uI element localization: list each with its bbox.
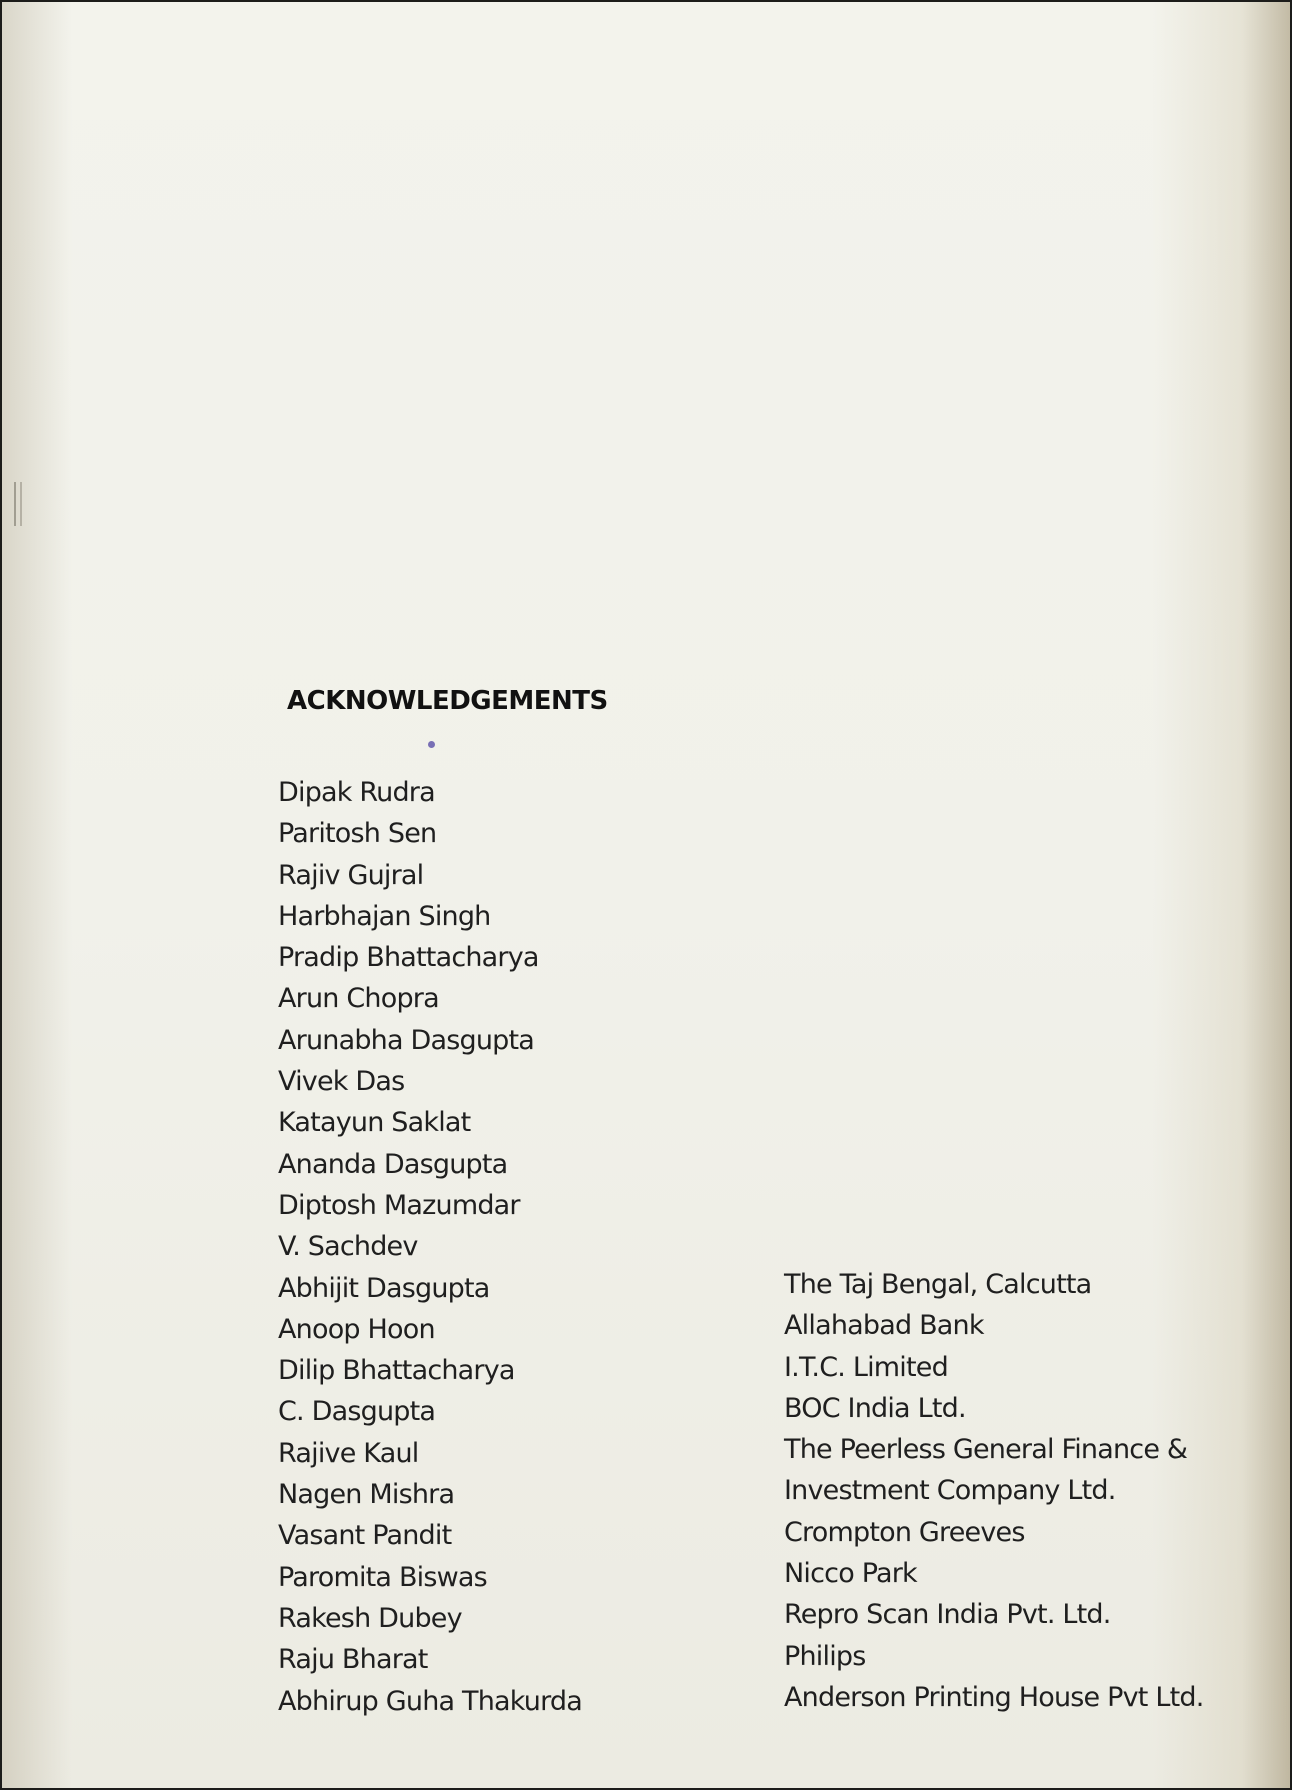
name-item: Rajive Kaul — [278, 1437, 419, 1469]
name-item: Harbhajan Singh — [278, 900, 491, 932]
name-item: Katayun Saklat — [278, 1107, 471, 1139]
name-item: Arunabha Dasgupta — [278, 1024, 535, 1056]
organization-item: Philips — [784, 1640, 866, 1672]
ink-dot — [428, 741, 435, 748]
organization-item: BOC India Ltd. — [784, 1392, 966, 1424]
organization-item: I.T.C. Limited — [784, 1351, 948, 1383]
organization-item: Investment Company Ltd. — [784, 1475, 1116, 1507]
name-item: Pradip Bhattacharya — [278, 942, 539, 974]
name-item: Rajiv Gujral — [278, 859, 424, 891]
name-item: Raju Bharat — [278, 1644, 428, 1676]
name-item: Nagen Mishra — [278, 1479, 455, 1511]
organization-item: The Peerless General Finance & — [784, 1434, 1188, 1466]
name-item: Vasant Pandit — [278, 1520, 452, 1552]
name-item: Abhirup Guha Thakurda — [278, 1685, 583, 1717]
binding-mark — [14, 482, 22, 526]
name-item: Diptosh Mazumdar — [278, 1189, 520, 1221]
organization-item: The Taj Bengal, Calcutta — [784, 1269, 1092, 1300]
name-item: Dipak Rudra — [278, 777, 435, 808]
individual-acknowledgements-list — [278, 772, 582, 1722]
page-title: ACKNOWLEDGEMENTS — [287, 686, 608, 716]
organization-item: Anderson Printing House Pvt Ltd. — [784, 1681, 1204, 1713]
organization-item: Nicco Park — [784, 1558, 917, 1590]
name-item: Rakesh Dubey — [278, 1602, 462, 1634]
name-item: Anoop Hoon — [278, 1313, 435, 1345]
organization-item: Allahabad Bank — [784, 1310, 984, 1342]
name-item: Paritosh Sen — [278, 818, 437, 850]
name-item: Dilip Bhattacharya — [278, 1355, 515, 1387]
organization-acknowledgements-list — [784, 1264, 1204, 1718]
name-item: Ananda Dasgupta — [278, 1148, 508, 1180]
organization-item: Crompton Greeves — [784, 1516, 1025, 1548]
name-item: V. Sachdev — [278, 1231, 418, 1263]
name-item: Arun Chopra — [278, 983, 439, 1015]
name-item: Abhijit Dasgupta — [278, 1272, 490, 1304]
name-item: C. Dasgupta — [278, 1396, 436, 1428]
organization-item: Repro Scan India Pvt. Ltd. — [784, 1599, 1111, 1631]
name-item: Paromita Biswas — [278, 1561, 487, 1593]
name-item: Vivek Das — [278, 1066, 405, 1098]
